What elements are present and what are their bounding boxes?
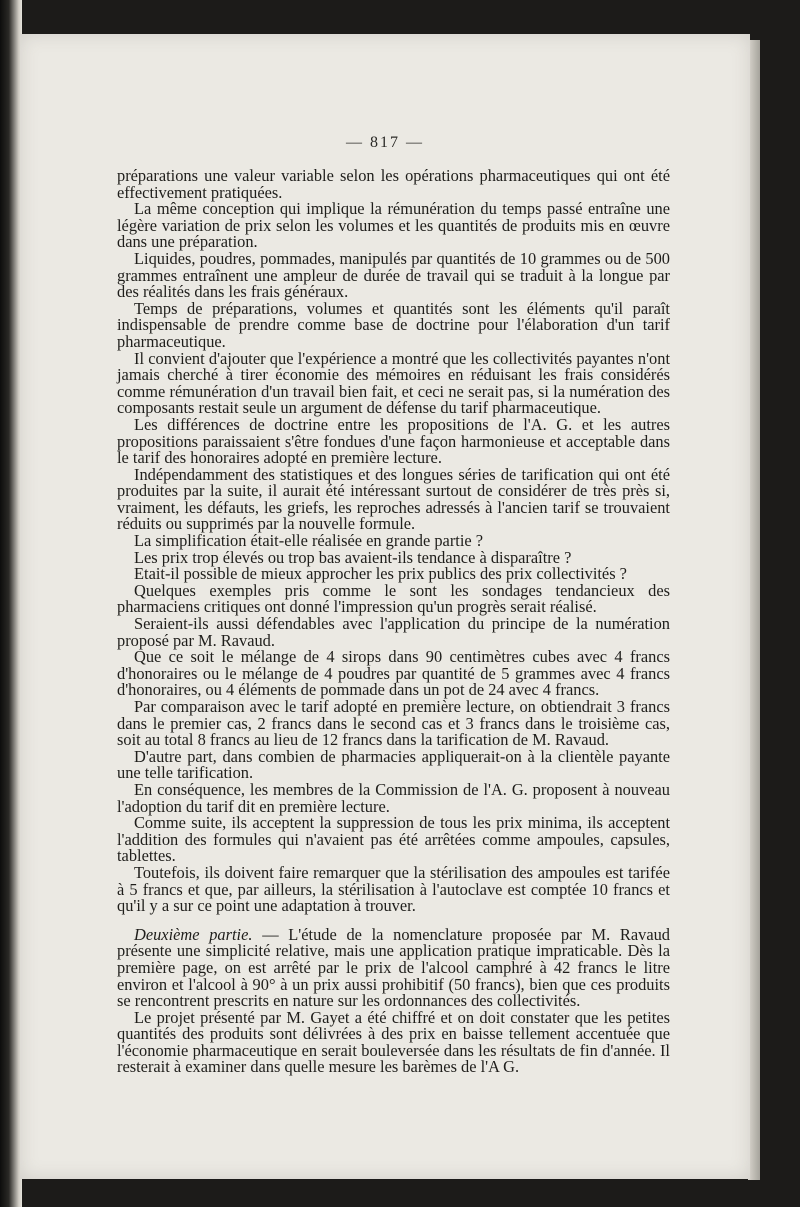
paragraph: Les prix trop élevés ou trop bas avaient-ils tendance à disparaître ?: [134, 547, 572, 567]
book-binding-edge: [0, 0, 22, 1207]
section-body: — L'étude de la nomenclature proposée par M. Ravaud présente une simplicité relative, mais une application pratique impraticable. Dès la première page, on est arrêté par le prix de l'alcool camphré à 42 francs le litre environ et l'alcool à 90° à un prix aussi prohibitif (50 francs), bien que ces produits se rencontrent prescrits en nature sur les ordonnances des collectivités.: [117, 924, 671, 1011]
paragraph: Liquides, poudres, pommades, manipulés par quantités de 10 grammes ou de 500 grammes entraînent une ampleur de durée de travail qui se traduit à la longue par des réalités dans les frais généraux.: [117, 248, 670, 302]
page-number: — 817 —: [346, 134, 424, 151]
paragraph: Seraient-ils aussi défendables avec l'application du principe de la numération proposé par M. Ravaud.: [117, 614, 670, 650]
paragraph: Quelques exemples pris comme le sont les sondages tendancieux des pharmaciens critiques ont donné l'impression qu'un progrès serait réalisé.: [117, 580, 670, 617]
paragraph: Les différences de doctrine entre les propositions de l'A. G. et les autres propositions paraissaient s'être fondues d'une façon harmonieuse et acceptable dans le tarif des honoraires adopté en première lecture.: [117, 414, 670, 468]
paragraph: Que ce soit le mélange de 4 sirops dans 90 centimètres cubes avec 4 francs d'honoraires ou le mélange de 4 poudres par quantité de 5 grammes avec 4 francs d'honoraires, ou 4 éléments de pommade dans un pot de 24 avec 4 francs.: [117, 647, 670, 700]
paragraph: D'autre part, dans combien de pharmacies appliquerait-on à la clientèle payante une telle tarification.: [117, 746, 670, 783]
section-paragraph: [117, 924, 671, 1011]
paragraph: Etait-il possible de mieux approcher les prix publics des prix collectivités ?: [134, 564, 627, 584]
paragraph: préparations une valeur variable selon les opérations pharmaceutiques qui ont été effectivement pratiquées.: [117, 166, 670, 202]
document-page: [20, 34, 750, 1179]
body-text: [117, 168, 670, 1076]
paragraph: Indépendamment des statistiques et des longues séries de tarification qui ont été produites par la suite, il aurait été intéressant surtout de considérer de très près si, vraiment, les défauts, les griefs, les reproches adressés à l'ancien tarif se trouvaient réduits ou supprimés par la nouvelle formule.: [117, 464, 670, 534]
paragraph: Temps de préparations, volumes et quantités sont les éléments qu'il paraît indispensable de prendre comme base de doctrine pour l'élaboration d'un tarif pharmaceutique.: [117, 298, 670, 351]
paragraph: En conséquence, les membres de la Commission de l'A. G. proposent à nouveau l'adoption du tarif dit en première lecture.: [117, 779, 670, 816]
paragraph: Le projet présenté par M. Gayet a été chiffré et on doit constater que les petites quantités des produits sont délivrées à des prix en baisse tellement accentuée que l'économie pharmaceutique en serait bouleversée dans les résultats de fin d'année. Il resterait à examiner dans quelle mesure les barèmes de l'A G.: [117, 1007, 670, 1077]
paragraph: La simplification était-elle réalisée en grande partie ?: [134, 531, 484, 551]
paragraph: Il convient d'ajouter que l'expérience a montré que les collectivités payantes n'ont jamais cherché à tirer économie des mémoires en réduisant les frais considérés comme rémunération d'un travail bien fait, et ceci ne serait pas, si la numération des composants restait seule un argument de défense du tarif pharmaceutique.: [117, 348, 670, 418]
paragraph: Comme suite, ils acceptent la suppression de tous les prix minima, ils acceptent l'addition des formules qui n'avaient pas été arrêtées comme ampoules, capsules, tablettes.: [117, 813, 670, 866]
paragraph: Par comparaison avec le tarif adopté en première lecture, on obtiendrait 3 francs dans le premier cas, 2 francs dans le second cas et 3 francs dans le troisième cas, soit au total 8 francs au lieu de 12 francs dans la tarification de M. Ravaud.: [117, 697, 670, 750]
paragraph: Toutefois, ils doivent faire remarquer que la stérilisation des ampoules est tarifée à 5 francs et que, par ailleurs, la stérilisation à l'autoclave est comptée 10 francs et qu'il y a sur ce point une adaptation à trouver.: [117, 862, 670, 916]
paragraph: La même conception qui implique la rémunération du temps passé entraîne une légère variation de prix selon les volumes et les quantités de produits mis en œuvre dans une préparation.: [117, 199, 670, 252]
section-heading: Deuxième partie.: [134, 924, 253, 944]
